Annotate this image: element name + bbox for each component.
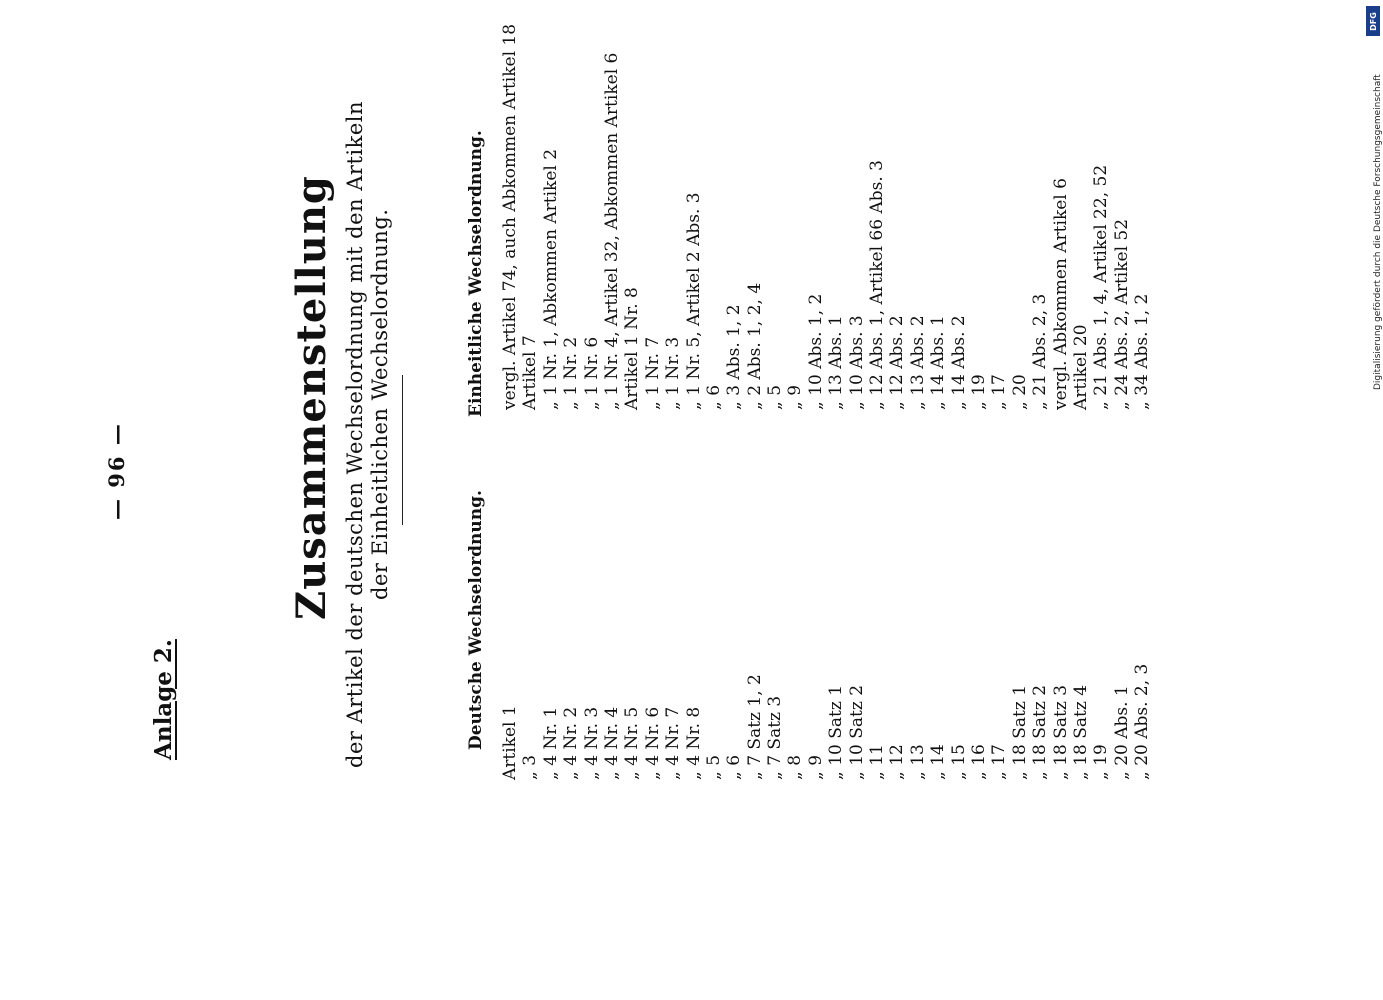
table-row-left: „ 4 Nr. 7 bbox=[663, 706, 684, 780]
table-row-right: „ 6 bbox=[703, 384, 724, 410]
left-column bbox=[500, 664, 1153, 780]
table-row-left: „ 13 bbox=[907, 744, 928, 780]
table-row-right: „ 1 Nr. 2 bbox=[561, 336, 582, 410]
table-row-right: „ 20 bbox=[1009, 374, 1030, 410]
subtitle-line-2: der Einheitlichen Wechselordnung. bbox=[368, 208, 392, 600]
table-row-right: Artikel 7 bbox=[520, 335, 541, 410]
table-row-right: „ 21 Abs. 2, 3 bbox=[1030, 293, 1051, 410]
table-row-right: „ 1 Nr. 5, Artikel 2 Abs. 3 bbox=[683, 192, 704, 410]
table-row-left: „ 4 Nr. 2 bbox=[561, 706, 582, 780]
table-row-right: „ 13 Abs. 2 bbox=[907, 315, 928, 410]
digitization-credit: Digitalisierung gefördert durch die Deutsche Forschungsgemeinschaft bbox=[1373, 74, 1383, 390]
table-row-right: vergl. Artikel 74, auch Abkommen Artikel 18 bbox=[500, 23, 520, 410]
subtitle-line-1: der Artikel der deutschen Wechselordnung mit den Artikeln bbox=[343, 101, 367, 768]
table-row-left: „ 9 bbox=[805, 754, 826, 780]
table-row-right: „ 1 Nr. 4, Artikel 32, Abkommen Artikel 6 bbox=[601, 52, 622, 410]
table-row-left: „ 12 bbox=[887, 744, 908, 780]
page-number: — 96 — bbox=[104, 422, 129, 520]
table-row-right: Artikel 1 Nr. 8 bbox=[622, 287, 643, 410]
table-row-left: „ 4 Nr. 8 bbox=[683, 706, 704, 780]
right-column bbox=[500, 24, 1153, 410]
table-row-left: „ 18 Satz 4 bbox=[1070, 684, 1091, 780]
table-row-left: „ 18 Satz 2 bbox=[1030, 684, 1051, 780]
table-row-left: „ 16 bbox=[968, 744, 989, 780]
table-row-left: „ 6 bbox=[724, 754, 745, 780]
table-row-right: „ 10 Abs. 1, 2 bbox=[805, 293, 826, 410]
table-row-right: „ 12 Abs. 1, Artikel 66 Abs. 3 bbox=[867, 160, 888, 410]
table-row-right: „ 12 Abs. 2 bbox=[887, 315, 908, 410]
table-row-right: „ 5 bbox=[765, 384, 786, 410]
table-row-left: „ 4 Nr. 6 bbox=[642, 706, 663, 780]
table-row-left: Artikel 1 bbox=[500, 705, 520, 780]
table-row-right: „ 1 Nr. 6 bbox=[581, 336, 602, 410]
table-row-left: „ 4 Nr. 5 bbox=[622, 706, 643, 780]
dfg-logo: DFG bbox=[1366, 6, 1380, 36]
table-row-left: „ 17 bbox=[989, 744, 1010, 780]
table-row-left: „ 5 bbox=[703, 754, 724, 780]
table-row-left: „ 4 Nr. 1 bbox=[540, 706, 561, 780]
table-row-left: „ 18 Satz 1 bbox=[1009, 684, 1030, 780]
table-row-right: „ 14 Abs. 2 bbox=[948, 315, 969, 410]
table-row-left: „ 3 bbox=[520, 754, 541, 780]
divider bbox=[402, 375, 403, 525]
table-row-left: „ 15 bbox=[948, 744, 969, 780]
table-row-left: „ 19 bbox=[1091, 744, 1112, 780]
table-row-right: „ 3 Abs. 1, 2 bbox=[724, 304, 745, 410]
table-row-right: „ 17 bbox=[989, 374, 1010, 410]
table-row-right: „ 14 Abs. 1 bbox=[928, 315, 949, 410]
table-row-left: „ 20 Abs. 1 bbox=[1111, 685, 1132, 780]
table-row-left: „ 18 Satz 3 bbox=[1050, 684, 1071, 780]
table-row-right: „ 21 Abs. 1, 4, Artikel 22, 52 bbox=[1091, 164, 1112, 410]
table-row-left: „ 14 bbox=[928, 744, 949, 780]
table-row-right: „ 9 bbox=[785, 384, 806, 410]
footer-strip bbox=[1364, 0, 1382, 400]
table-row-right: „ 2 Abs. 1, 2, 4 bbox=[744, 282, 765, 410]
table-row-right: Artikel 20 bbox=[1070, 324, 1091, 410]
table-row-left: „ 7 Satz 1, 2 bbox=[744, 674, 765, 780]
table-row-left: „ 4 Nr. 4 bbox=[601, 706, 622, 780]
table-row-left: „ 4 Nr. 3 bbox=[581, 706, 602, 780]
table-row-right: „ 24 Abs. 2, Artikel 52 bbox=[1111, 218, 1132, 410]
right-column-header: Einheitliche Wechselordnung. bbox=[466, 130, 486, 417]
annex-label: Anlage 2. bbox=[150, 639, 177, 760]
table-row-left: „ 11 bbox=[867, 744, 888, 780]
table-row-right: „ 1 Nr. 3 bbox=[663, 336, 684, 410]
table-row-right: „ 1 Nr. 1, Abkommen Artikel 2 bbox=[540, 148, 561, 410]
table-row-right: „ 19 bbox=[968, 374, 989, 410]
left-column-header: Deutsche Wechselordnung. bbox=[466, 490, 486, 750]
table-row-left: „ 7 Satz 3 bbox=[765, 695, 786, 780]
table-row-right: vergl. Abkommen Artikel 6 bbox=[1050, 178, 1071, 410]
table-row-right: „ 1 Nr. 7 bbox=[642, 336, 663, 410]
page-title: Zusammenstellung bbox=[288, 175, 335, 620]
table-row-right: „ 13 Abs. 1 bbox=[826, 315, 847, 410]
table-row-left: „ 20 Abs. 2, 3 bbox=[1132, 663, 1153, 780]
table-row-left: „ 10 Satz 2 bbox=[846, 684, 867, 780]
table-row-right: „ 34 Abs. 1, 2 bbox=[1132, 293, 1153, 410]
table-row-right: „ 10 Abs. 3 bbox=[846, 315, 867, 410]
table-row-left: „ 10 Satz 1 bbox=[826, 684, 847, 780]
table-row-left: „ 8 bbox=[785, 754, 806, 780]
